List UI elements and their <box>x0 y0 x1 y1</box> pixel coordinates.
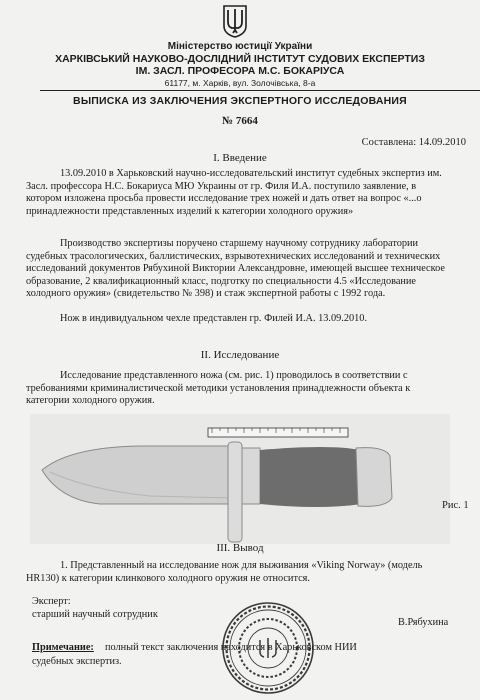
note-text: полный текст заключения находится в Харьковском НИИ <box>104 642 357 653</box>
expert-label: Эксперт: <box>32 596 71 607</box>
text-line: судебных трасологических, баллистических, взрывотехнических исследований и технических <box>26 250 441 262</box>
document-number: № 7664 <box>222 115 258 127</box>
text-line: холодного оружия» (свидетельство № 398) и стаж экспертной работы с 1992 года. <box>26 288 386 300</box>
note-label: Примечание: <box>32 642 94 653</box>
expert-name: В.Рябухина <box>398 617 449 628</box>
intro-paragraph-1 <box>26 168 472 218</box>
text-line: 1. Представленный на исследование нож для выживания «Viking Norway» (модель <box>60 560 423 571</box>
text-line: категории холодного оружия. <box>26 395 155 407</box>
text-line: Исследование представленного ножа (см. рис. 1) проводилось в соответствии с <box>60 370 408 381</box>
institute-subname: ІМ. ЗАСЛ. ПРОФЕСОРА М.С. БОКАРІУСА <box>135 65 345 77</box>
note-line-2: судебных экспертиз. <box>32 656 122 667</box>
ministry-line: Міністерство юстиції України <box>167 41 313 52</box>
text-line: Засл. профессора Н.С. Бокариуса МЮ Украины от гр. Филя И.А. поступило заявление, в <box>26 180 417 192</box>
text-line: 13.09.2010 в Харьковский научно-исследовательский институт судебных экспертиз им. <box>60 168 442 179</box>
text-line: HR130) к категории клинкового холодного оружия не относится. <box>26 572 310 584</box>
section-research-heading: II. Исследование <box>200 349 280 361</box>
intro-paragraph-3 <box>26 313 472 326</box>
text-line: Нож в индивидуальном чехле представлен гр. Филей И.А. 13.09.2010. <box>60 313 368 324</box>
header-divider <box>40 90 480 91</box>
trident-emblem-icon <box>222 4 248 38</box>
figure-caption: Рис. 1 <box>442 500 469 511</box>
composed-date: Составлена: 14.09.2010 <box>361 137 466 148</box>
section-introduction-heading: I. Введение <box>213 152 267 164</box>
knife-photo <box>30 400 450 545</box>
text-line: Производство экспертизы поручено старшему научному сотруднику лаборатории <box>60 238 419 249</box>
text-line: исследований документов Рябухиной Виктории Александровне, имеющей высшее техническое <box>26 263 445 275</box>
text-line: требованиями криминалистической методики установления принадлежности объекта к <box>26 382 411 394</box>
section-conclusion-heading: III. Вывод <box>216 542 264 554</box>
institute-address: 61177, м. Харків, вул. Золочівська, 8-а <box>164 78 316 88</box>
text-line: принадлежности представленных изделий к категории холодного оружия» <box>26 205 354 217</box>
expert-position: старший научный сотрудник <box>32 609 158 620</box>
conclusion-paragraph <box>26 560 472 585</box>
intro-paragraph-2 <box>26 238 472 301</box>
institute-name: ХАРКІВСЬКИЙ НАУКОВО-ДОСЛІДНИЙ ІНСТИТУТ СУДОВИХ ЕКСПЕРТИЗ <box>55 53 425 65</box>
text-line: образование, 2 квалификационный класс, подготку по специальности 4.5 «Исследование <box>26 275 416 287</box>
note-line-1 <box>32 642 472 653</box>
text-line: котором изложена просьба провести исследование трех ножей и дать ответ на вопрос «...о <box>26 193 422 205</box>
document-title: ВЫПИСКА ИЗ ЗАКЛЮЧЕНИЯ ЭКСПЕРТНОГО ИССЛЕДОВАНИЯ <box>73 95 407 107</box>
scale-ruler <box>208 428 348 437</box>
